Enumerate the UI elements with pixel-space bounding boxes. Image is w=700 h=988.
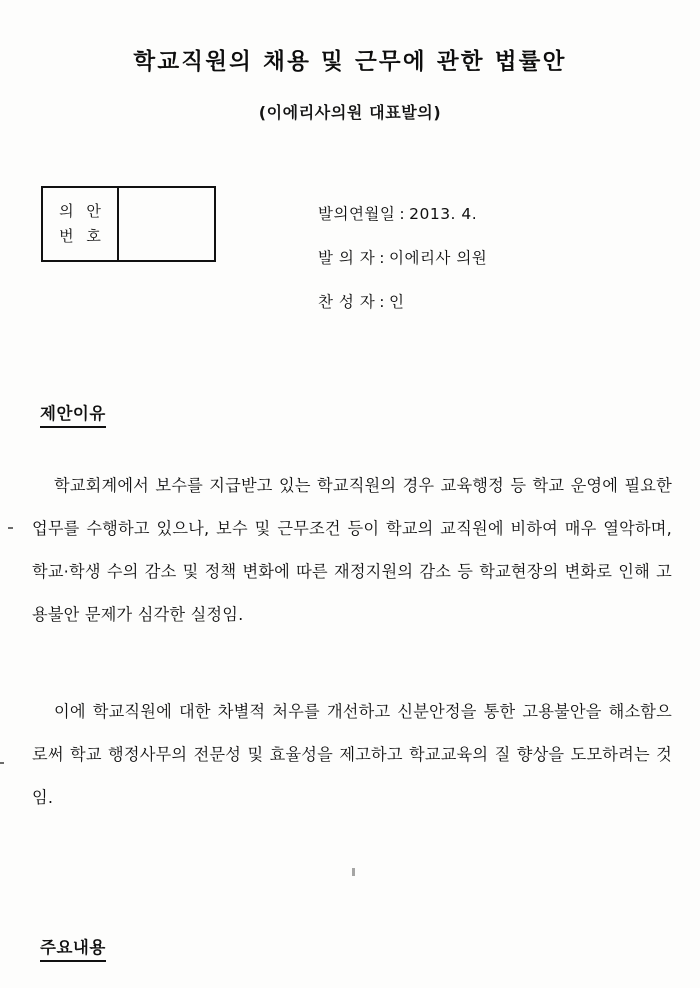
bill-number-label-line-1: 의 안 bbox=[59, 202, 105, 221]
meta-sep-proposer: : bbox=[379, 249, 386, 267]
meta-sep-date: : bbox=[399, 205, 406, 223]
bill-number-box bbox=[41, 186, 216, 262]
meta-sep-supporter: : bbox=[379, 293, 386, 311]
paragraph: 이에 학교직원에 대한 차별적 처우를 개선하고 신분안정을 통한 고용불안을 해소함으로써 학교 행정사무의 전문성 및 효율성을 제고하고 학교교육의 질 향상을 도모하려는 것임. bbox=[32, 702, 672, 807]
bill-number-label bbox=[43, 188, 119, 260]
meta-key-date: 발의연월일 bbox=[318, 205, 396, 223]
bill-meta-list bbox=[318, 192, 487, 324]
bill-number-value bbox=[119, 188, 214, 260]
bill-number-label-line-2: 번 호 bbox=[59, 227, 105, 245]
section-heading-contents: 주요내용 bbox=[40, 934, 106, 962]
meta-row-date bbox=[318, 192, 487, 236]
document-subtitle: (이에리사의원 대표발의) bbox=[258, 103, 442, 122]
meta-key-supporter: 찬 성 자 bbox=[318, 293, 376, 311]
meta-value-proposer: 이에리사 의원 bbox=[389, 249, 488, 267]
meta-value-date: 2013. 4. bbox=[409, 205, 478, 223]
scan-artifact-mark bbox=[0, 762, 4, 764]
meta-row-proposer bbox=[318, 236, 487, 280]
section-body-reason-part-1 bbox=[32, 464, 672, 636]
scan-artifact-mark bbox=[8, 527, 13, 529]
meta-value-supporter: 인 bbox=[389, 293, 405, 311]
section-heading-reason: 제안이유 bbox=[40, 400, 106, 428]
paragraph: 학교회계에서 보수를 지급받고 있는 학교직원의 경우 교육행정 등 학교 운영에 필요한 업무를 수행하고 있으나, 보수 및 근무조건 등이 학교의 교직원에 비하여 매우 열악하며, 학교·학생 수의 감소 및 정책 변화에 따른 재정지원의 감소 등 학교현장의 변화로 인해 고용불안 문제가 심각한 실정임. bbox=[32, 476, 672, 624]
scan-artifact-mark bbox=[352, 868, 355, 876]
meta-key-proposer: 발 의 자 bbox=[318, 249, 376, 267]
section-body-reason-part-2 bbox=[32, 690, 672, 819]
meta-row-supporter bbox=[318, 280, 487, 324]
page-title: 학교직원의 채용 및 근무에 관한 법률안 bbox=[133, 49, 567, 75]
